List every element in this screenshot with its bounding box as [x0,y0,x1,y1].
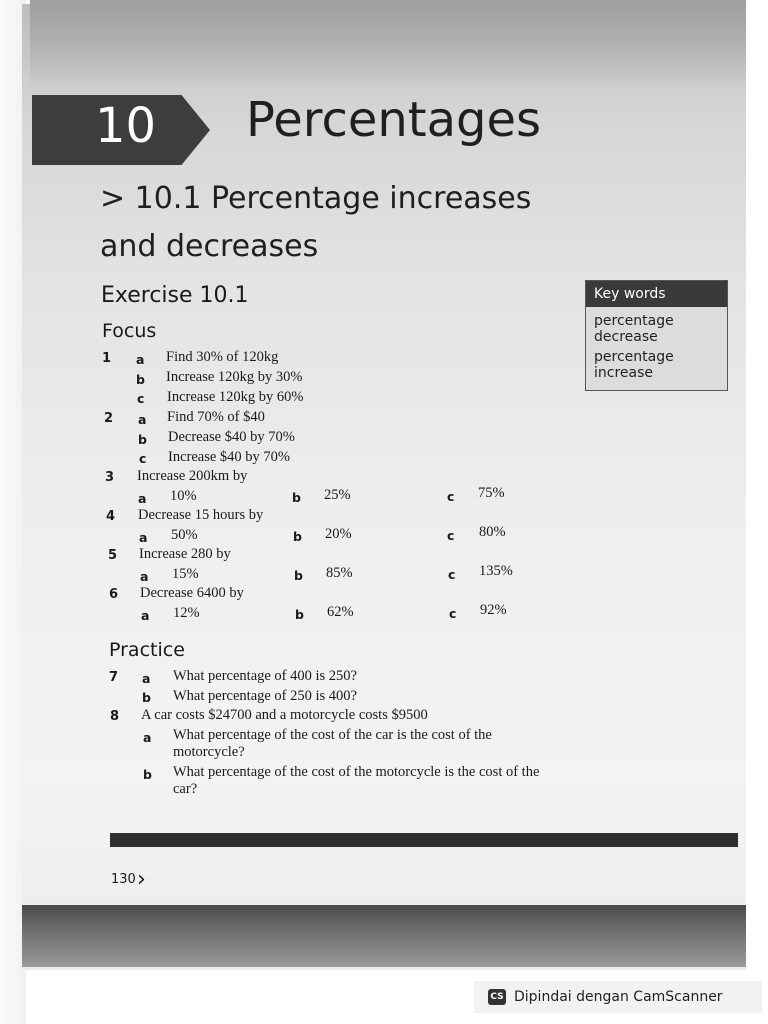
question-number: 3 [105,470,115,485]
part-label: c [139,451,147,466]
question-stem: A car costs $24700 and a motorcycle costs $9500 [141,707,428,723]
answer-option: 62% [327,604,354,620]
exercise-title: Exercise 10.1 [101,283,249,308]
part-label: b [143,767,152,782]
question-number: 8 [110,709,120,724]
question-stem: Increase 200km by [137,468,248,484]
answer-option: 15% [172,566,199,582]
part-label: a [139,530,148,545]
answer-option: 75% [478,485,505,501]
part-label: c [447,489,455,504]
answer-option: 85% [326,565,353,581]
key-words-box [585,280,728,391]
part-label: c [137,391,145,406]
question-text: Increase 120kg by 30% [166,369,303,385]
question-text: What percentage of the cost of the car is the cost of the motorcycle? [173,727,492,760]
question-text: Decrease $40 by 70% [168,429,295,445]
part-label: b [292,490,301,505]
answer-option: 20% [325,526,352,542]
part-label: a [141,608,150,623]
practice-heading: Practice [109,639,185,661]
question-number: 5 [108,548,118,563]
question-text: What percentage of 250 is 400? [173,688,357,704]
question-text: Increase 120kg by 60% [167,389,304,405]
answer-option: 25% [324,487,351,503]
question-text: Find 30% of 120kg [166,349,279,365]
key-word-item: percentage increase [594,349,674,381]
answer-option: 92% [480,602,507,618]
chapter-number: 10 [95,98,157,154]
answer-option: 135% [479,563,513,579]
camscanner-logo-icon: CS [488,989,506,1005]
part-label: a [140,569,149,584]
page-number: 130 [111,872,136,887]
question-number: 7 [109,670,119,685]
question-stem: Decrease 15 hours by [138,507,264,523]
question-text: What percentage of 400 is 250? [173,668,357,684]
key-word-item: percentage decrease [594,313,674,345]
part-label: b [293,529,302,544]
question-stem: Decrease 6400 by [140,585,244,601]
part-label: b [295,607,304,622]
answer-option: 10% [170,488,197,504]
question-text: Increase $40 by 70% [168,449,290,465]
question-text: What percentage of the cost of the motorcycle is the cost of the car? [173,764,540,797]
part-label: a [143,730,152,745]
question-stem: Increase 280 by [139,546,231,562]
key-words-heading: Key words [586,281,727,307]
focus-heading: Focus [102,320,157,342]
part-label: a [138,412,147,427]
part-label: a [138,491,147,506]
part-label: b [142,690,151,705]
camscanner-watermark [474,981,762,1013]
part-label: a [142,671,151,686]
question-number: 4 [106,509,116,524]
part-label: b [138,432,147,447]
part-label: c [448,567,456,582]
part-label: a [136,352,145,367]
answer-option: 50% [171,527,198,543]
chevron-right-icon: › [137,867,146,892]
answer-option: 12% [173,605,200,621]
scan-bottom-edge [22,905,746,967]
footer-rule [110,833,738,847]
question-number: 6 [109,587,119,602]
camscanner-text: Dipindai dengan CamScanner [514,989,723,1005]
chapter-title: Percentages [246,92,542,148]
part-label: b [136,372,145,387]
part-label: b [294,568,303,583]
question-text: Find 70% of $40 [167,409,265,425]
question-number: 1 [102,351,112,366]
part-label: c [447,528,455,543]
scan-top-shadow [30,0,746,90]
part-label: c [449,606,457,621]
answer-option: 80% [479,524,506,540]
question-number: 2 [104,411,114,426]
section-title: > 10.1 Percentage increases and decreases [100,181,532,264]
